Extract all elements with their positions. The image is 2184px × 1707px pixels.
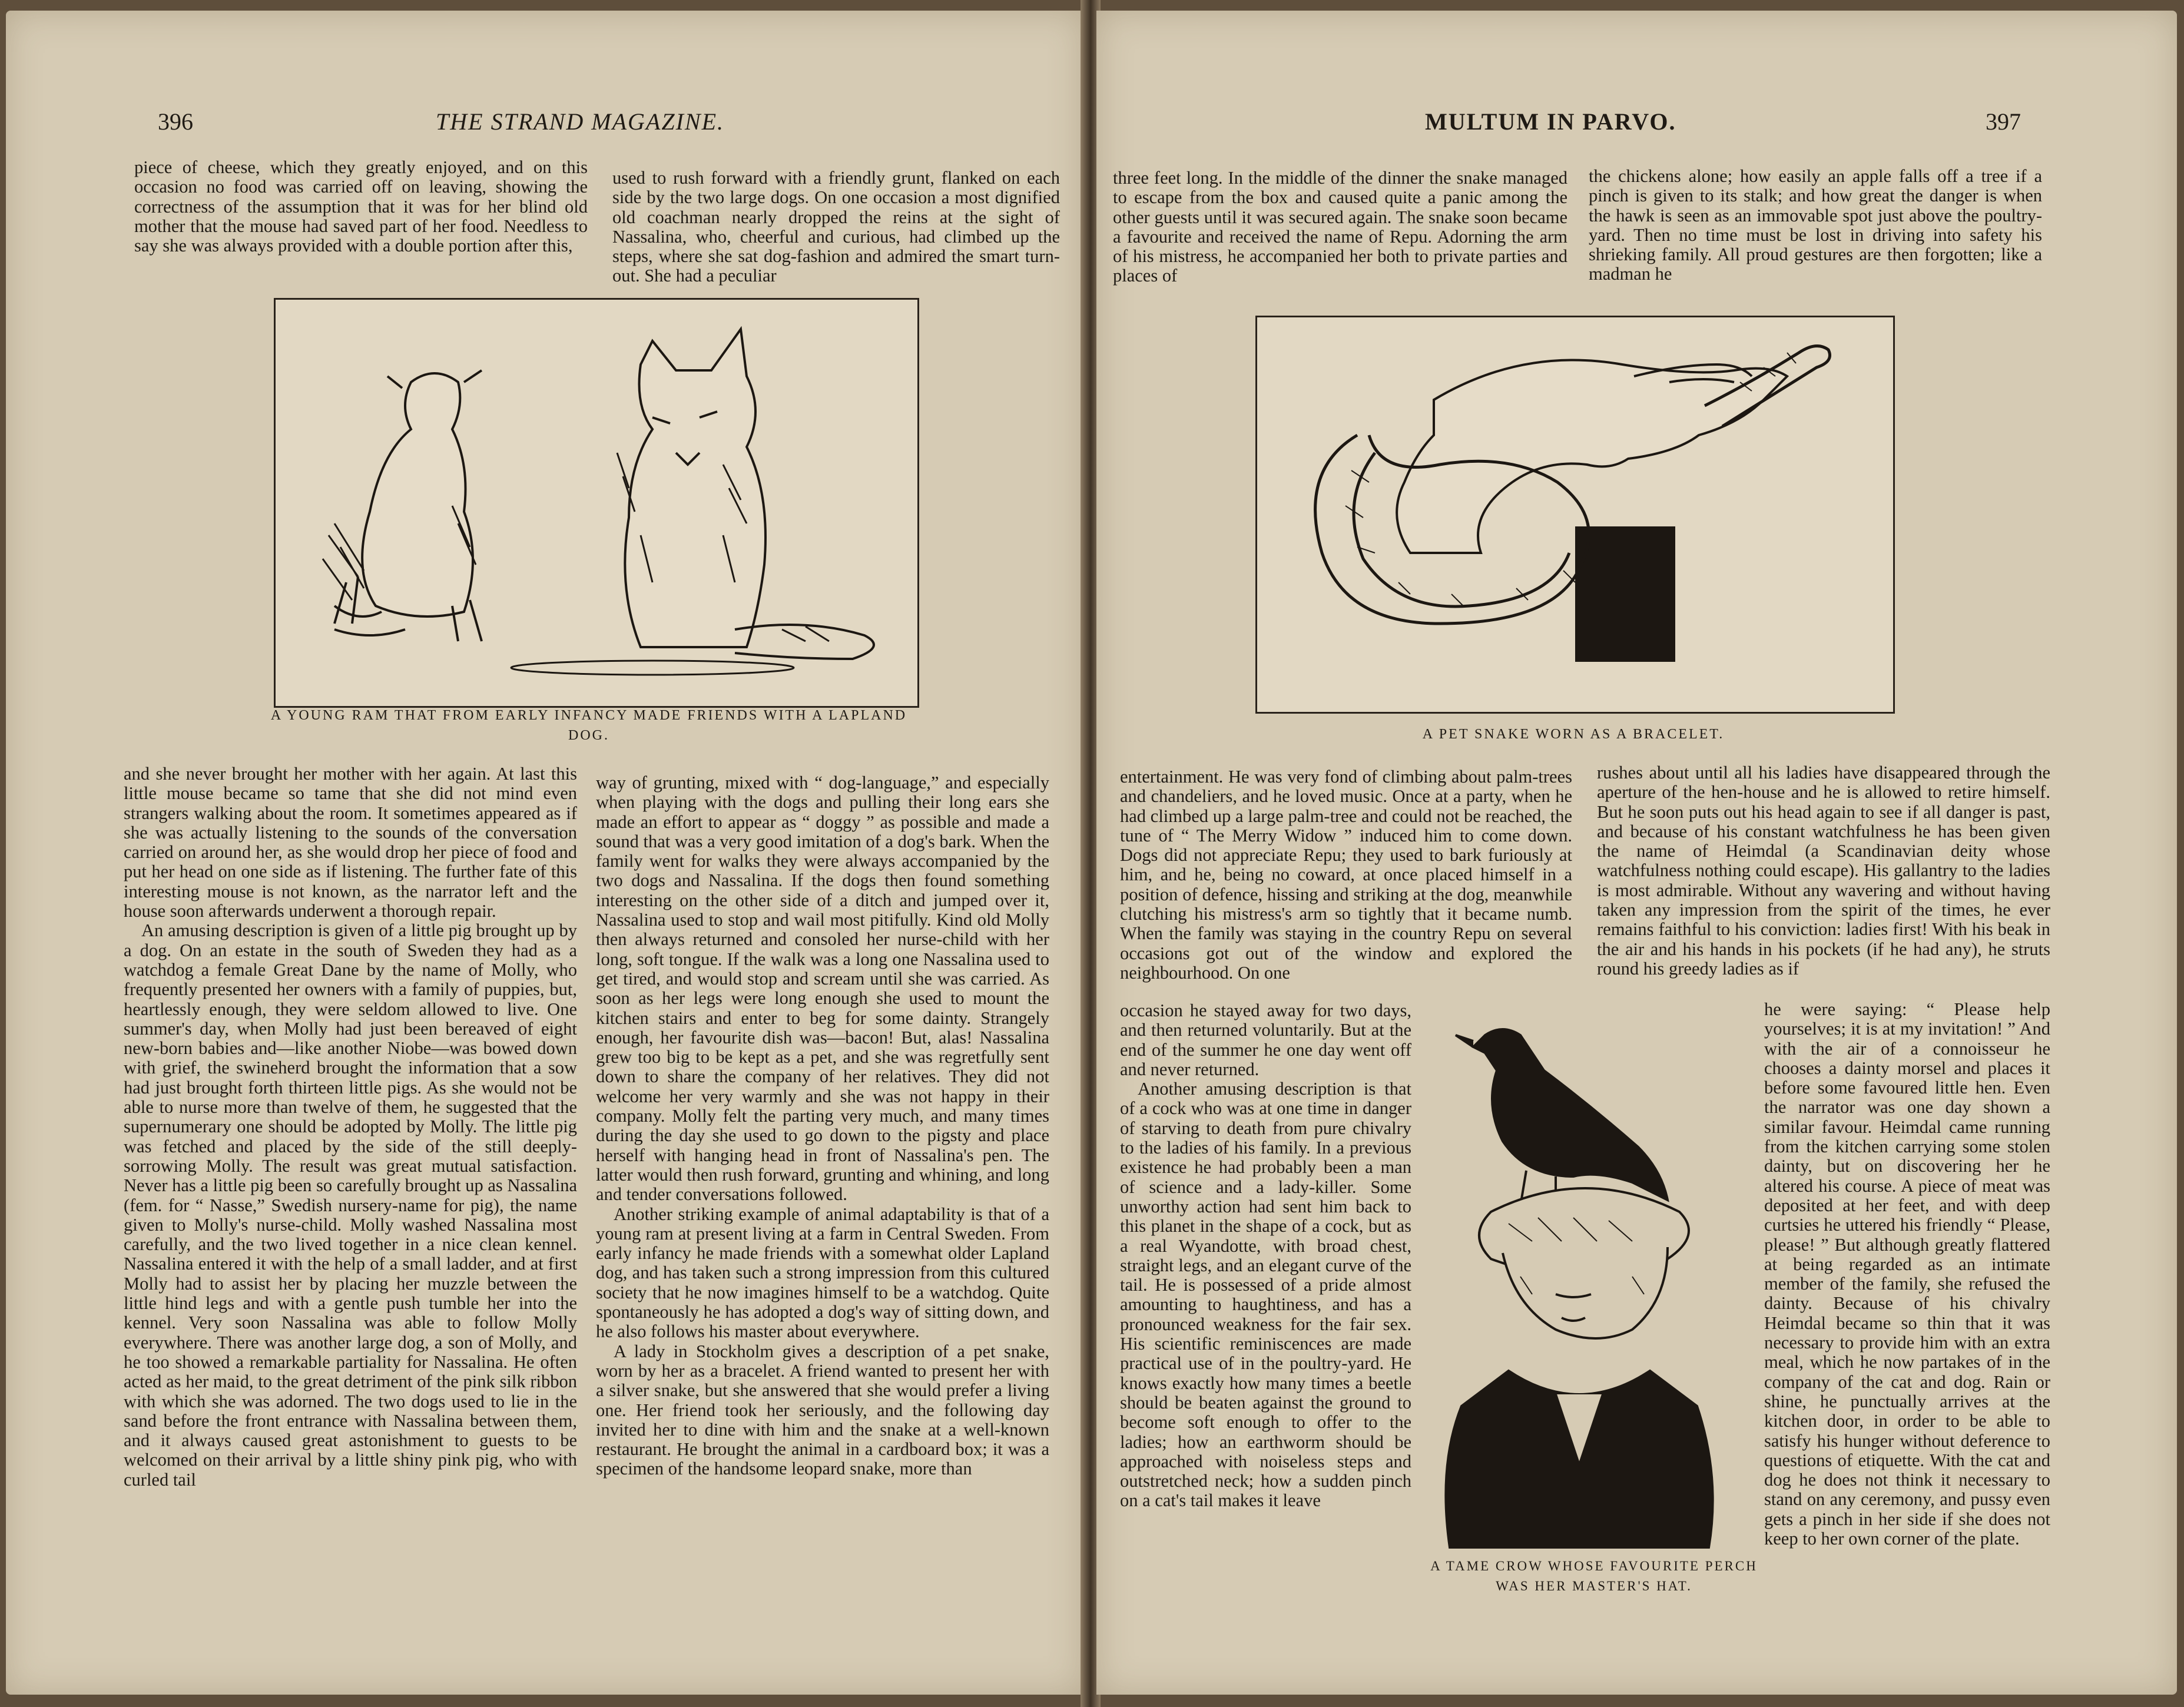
text-column-top-1 [1113, 168, 1567, 286]
page-number: 396 [158, 108, 193, 135]
paragraph: An amusing description is given of a little pig brought up by a dog. On an estate in the south of Sweden they had as a watchdog a female Great Dane by the name of Molly, who frequently presented her owners with a family of puppies, but, heartlessly enough, they were seldom allowed to live. One summer's day, when Molly had just been bereaved of eight new-born babies and—like another Niobe—was bowed down with grief, the swineherd brought the information that a sow had just brought forth thirteen little pigs. As she would not be able to nurse more than twelve of them, he suggested that the supernumerary one should be adopted by Molly. The little pig was fetched and placed by the side of the still deeply-sorrowing Molly. The result was great mutual satisfaction. Never has a little pig been so carefully brought up as Nassalina (fem. for “ Nasse,” Swedish nursery-name for pig), the name given to Molly's nurse-child. Molly washed Nassalina most carefully, and the two lived together in a nice clean kennel. Nassalina entered it with the help of a small ladder, and at first Molly had to assist her by placing her muzzle between the little hind legs and with a gentle push tumble her into the kennel. Very soon Nassalina was able to follow Molly everywhere. There was another large dog, a son of Molly, and he too showed a remarkable partiality for Nassalina. He often acted as her maid, to the great detriment of the pink silk ribbon with which she was adorned. The two dogs used to lie in the sand before the front entrance with Nassalina between them, and it always caused great astonishment to guests to be welcomed on their arrival by a little shiny pink pig, who with curled tail [124, 920, 577, 1490]
dark-block [1575, 526, 1675, 662]
paragraph: rushes about until all his ladies have disappeared through the aperture of the hen-house and he is allowed to retire himself. But he soon puts out his head again to see if all danger is past, and because of his constant watchfulness he has been given the name of Heimdal (a Scandinavian deity whose watchfulness nothing could escape). His gallantry to the ladies is most admirable. Without any wavering and without having taken any impression from the spirit of the times, he ever remains faithful to his conviction: ladies first! With his beak in the air and his hands in his pockets (if he had any), he struts round his greedy ladies as if [1597, 763, 2050, 979]
paragraph: he were saying: “ Please help yourselves; it is at my invitation! ” And with the air of a connoisseur he chooses a dainty morsel and places it before some favoured little hen. Even the narrator was one day shown a similar favour. Heimdal came running from the kitchen carrying some stolen dainty, but on discovering her he altered his course. A piece of meat was deposited at her feet, and with deep curtsies he uttered his friendly “ Please, please! ” But although greatly flattered at being regarded as an intimate member of the family, she refused the dainty. Because of his chivalry Heimdal became so thin that it was necessary to provide him with an extra meal, which he now partakes of in the company of the cat and dog. Rain or shine, he punctually arrives at the kitchen door, in order to be able to satisfy his hunger without deference to questions of etiquette. With the cat and dog he does not think it necessary to stand on any ceremony, and pussy even gets a pinch in her side if she does not keep to her own corner of the plate. [1764, 999, 2050, 1549]
text-column-2-narrow [1764, 1000, 2050, 1549]
paragraph: Another amusing description is that of a cock who was at one time in danger of starving to death from pure chivalry to the ladies of his family. In a previous existence he had probably been a man of science and a lady-killer. Some unworthy action had sent him back to this planet in the shape of a cock, but as a real Wyandotte, with broad chest, straight legs, and an elegant curve of the tail. He is possessed of a pride almost amounting to haughtiness, and has a pronounced weakness for the fair sex. His scientific reminiscences are made practical use of in the poultry-yard. He knows exactly how many times a beetle should be beaten against the ground to become soft enough to offer to the ladies; how an earthworm should be approached with noiseless steps and outstretched neck; how a sudden pinch on a cat's tail makes it leave [1120, 1079, 1411, 1511]
text-column-1 [1120, 767, 1572, 983]
text-column-1-narrow [1120, 1001, 1411, 1511]
running-head: THE STRAND MAGAZINE. [436, 108, 724, 135]
running-head: MULTUM IN PARVO. [1425, 108, 1676, 135]
ram-dog-drawing [276, 300, 917, 706]
paragraph: used to rush forward with a friendly grunt, flanked on each side by the two large dogs. On one occasion a most dignified old coachman nearly dropped the reins at the sight of Nassalina, who, cheerful and curious, had climbed up the steps, where she sat dog-fashion and admired the smart turn-out. She had a peculiar [612, 168, 1060, 286]
crow-on-hat-illustration [1438, 1017, 1744, 1559]
paragraph: Another striking example of animal adaptability is that of a young ram at present living at a farm in Central Sweden. From early infancy he made friends with a somewhat older Lapland dog, and has taken such a strong impression from this cultured society that he now imagines himself to be a watchdog. Quite spontaneously he has adopted a dog's way of sitting down, and he also follows his master about everywhere. [596, 1204, 1049, 1342]
text-column-1 [124, 764, 577, 1490]
text-column-2 [596, 773, 1049, 1479]
snake-bracelet-illustration [1255, 316, 1895, 714]
snake-hand-drawing [1257, 317, 1893, 712]
paragraph: A lady in Stockholm gives a description of a pet snake, worn by her as a bracelet. A friend wanted to present her with a silver snake, but she answered that she would prefer a living one. Her friend took her seriously, and the following day invited her to dine with him and the snake at a well-known restaurant. He brought the animal in a cardboard box; it was a specimen of the handsome leopard snake, more than [596, 1341, 1049, 1479]
text-column-2 [1597, 763, 2050, 979]
paragraph: three feet long. In the middle of the dinner the snake managed to escape from the box and caused quite a panic among the other guests until it was secured again. The snake soon became a favourite and received the name of Repu. Adorning the arm of his mistress, he accompanied her both to private parties and places of [1113, 168, 1567, 286]
right-page [1096, 11, 2177, 1695]
figure-caption: A YOUNG RAM THAT FROM EARLY INFANCY MADE FRIENDS WITH A LAPLAND DOG. [270, 708, 907, 743]
text-column-top-1 [134, 158, 588, 256]
paragraph: piece of cheese, which they greatly enjoyed, and on this occasion no food was carried off on leaving, showing the correctness of the assumption that it was for her blind old mother that the mouse had saved part of her food. Needless to say she was always provided with a double portion after this, [134, 157, 588, 256]
paragraph: the chickens alone; how easily an apple falls off a tree if a pinch is given to its stalk; and how great the danger is when the hawk is seen as an immovable spot just above the poultry-yard. Then no time must be lost in driving into safety his shrieking family. All proud gestures are then forgotten; like a madman he [1589, 166, 2042, 284]
ram-and-dog-illustration [274, 298, 919, 708]
paragraph: occasion he stayed away for two days, and then returned voluntarily. But at the end of the summer he one day went off and never returned. [1120, 1000, 1411, 1079]
text-column-top-2 [612, 168, 1060, 286]
paragraph: entertainment. He was very fond of climbing about palm-trees and chandeliers, and he loved music. Once at a party, when he had climbed up a large palm-tree and could not be reached, the tune of “ The Merry Widow ” induced him to come down. Dogs did not appreciate Repu; they used to bark furiously at him, and he, being no coward, at once placed himself in a position of defence, hissing and striking at the dog, meanwhile clutching his mistress's arm so tightly that it became numb. When the family was staying in the country Repu on several occasions got out of the window and explored the neighbourhood. On one [1120, 767, 1572, 983]
figure-caption: A TAME CROW WHOSE FAVOURITE PERCH WAS HER MASTER'S HAT. [1430, 1559, 1758, 1593]
paragraph: way of grunting, mixed with “ dog-language,” and especially when playing with the dogs and pulling their long ears she made an effort to appear as “ doggy ” as possible and made a sound that was a very good imitation of a dog's bark. When the family went for walks they were always accompanied by the two dogs and Nassalina. If the dogs then found something interesting on the other side of a ditch and jumped over it, Nassalina used to stop and wail most pitifully. Kind old Molly then always returned and consoled her nurse-child with her long, soft tongue. If the walk was a long one Nassalina used to get tired, and would stop and scream until she was carried. As soon as her legs were long enough she used to mount the kitchen stairs and enter to beg for some dainty. Strangely enough, her favourite dish was—bacon! But, alas! Nassalina grew too big to be kept as a pet, and she was regretfully sent down to share the company of her relatives. They did not welcome her very warmly and she was not happy in their company. Molly felt the parting very much, and many times during the day she used to go down to the pigsty and place herself with hanging head in front of Nassalina's pen. The latter would then rush forward, grunting and whining, and long and tender conversations followed. [596, 773, 1049, 1205]
paragraph: and she never brought her mother with her again. At last this little mouse became so tame that she did not mind even strangers walking about the room. It sometimes appeared as if she was actually listening to the sounds of the conversation carried on around her, as she would drop her piece of food and put her head on one side as if listening. The further fate of this interesting mouse is not known, as the narrator left and the house soon afterwards underwent a thorough repair. [124, 764, 577, 922]
figure-caption: A PET SNAKE WORN AS A BRACELET. [1422, 727, 1725, 742]
page-number: 397 [1986, 108, 2021, 135]
crow-hat-drawing [1438, 1017, 1744, 1559]
left-page [6, 11, 1083, 1695]
text-column-top-2 [1589, 167, 2042, 284]
